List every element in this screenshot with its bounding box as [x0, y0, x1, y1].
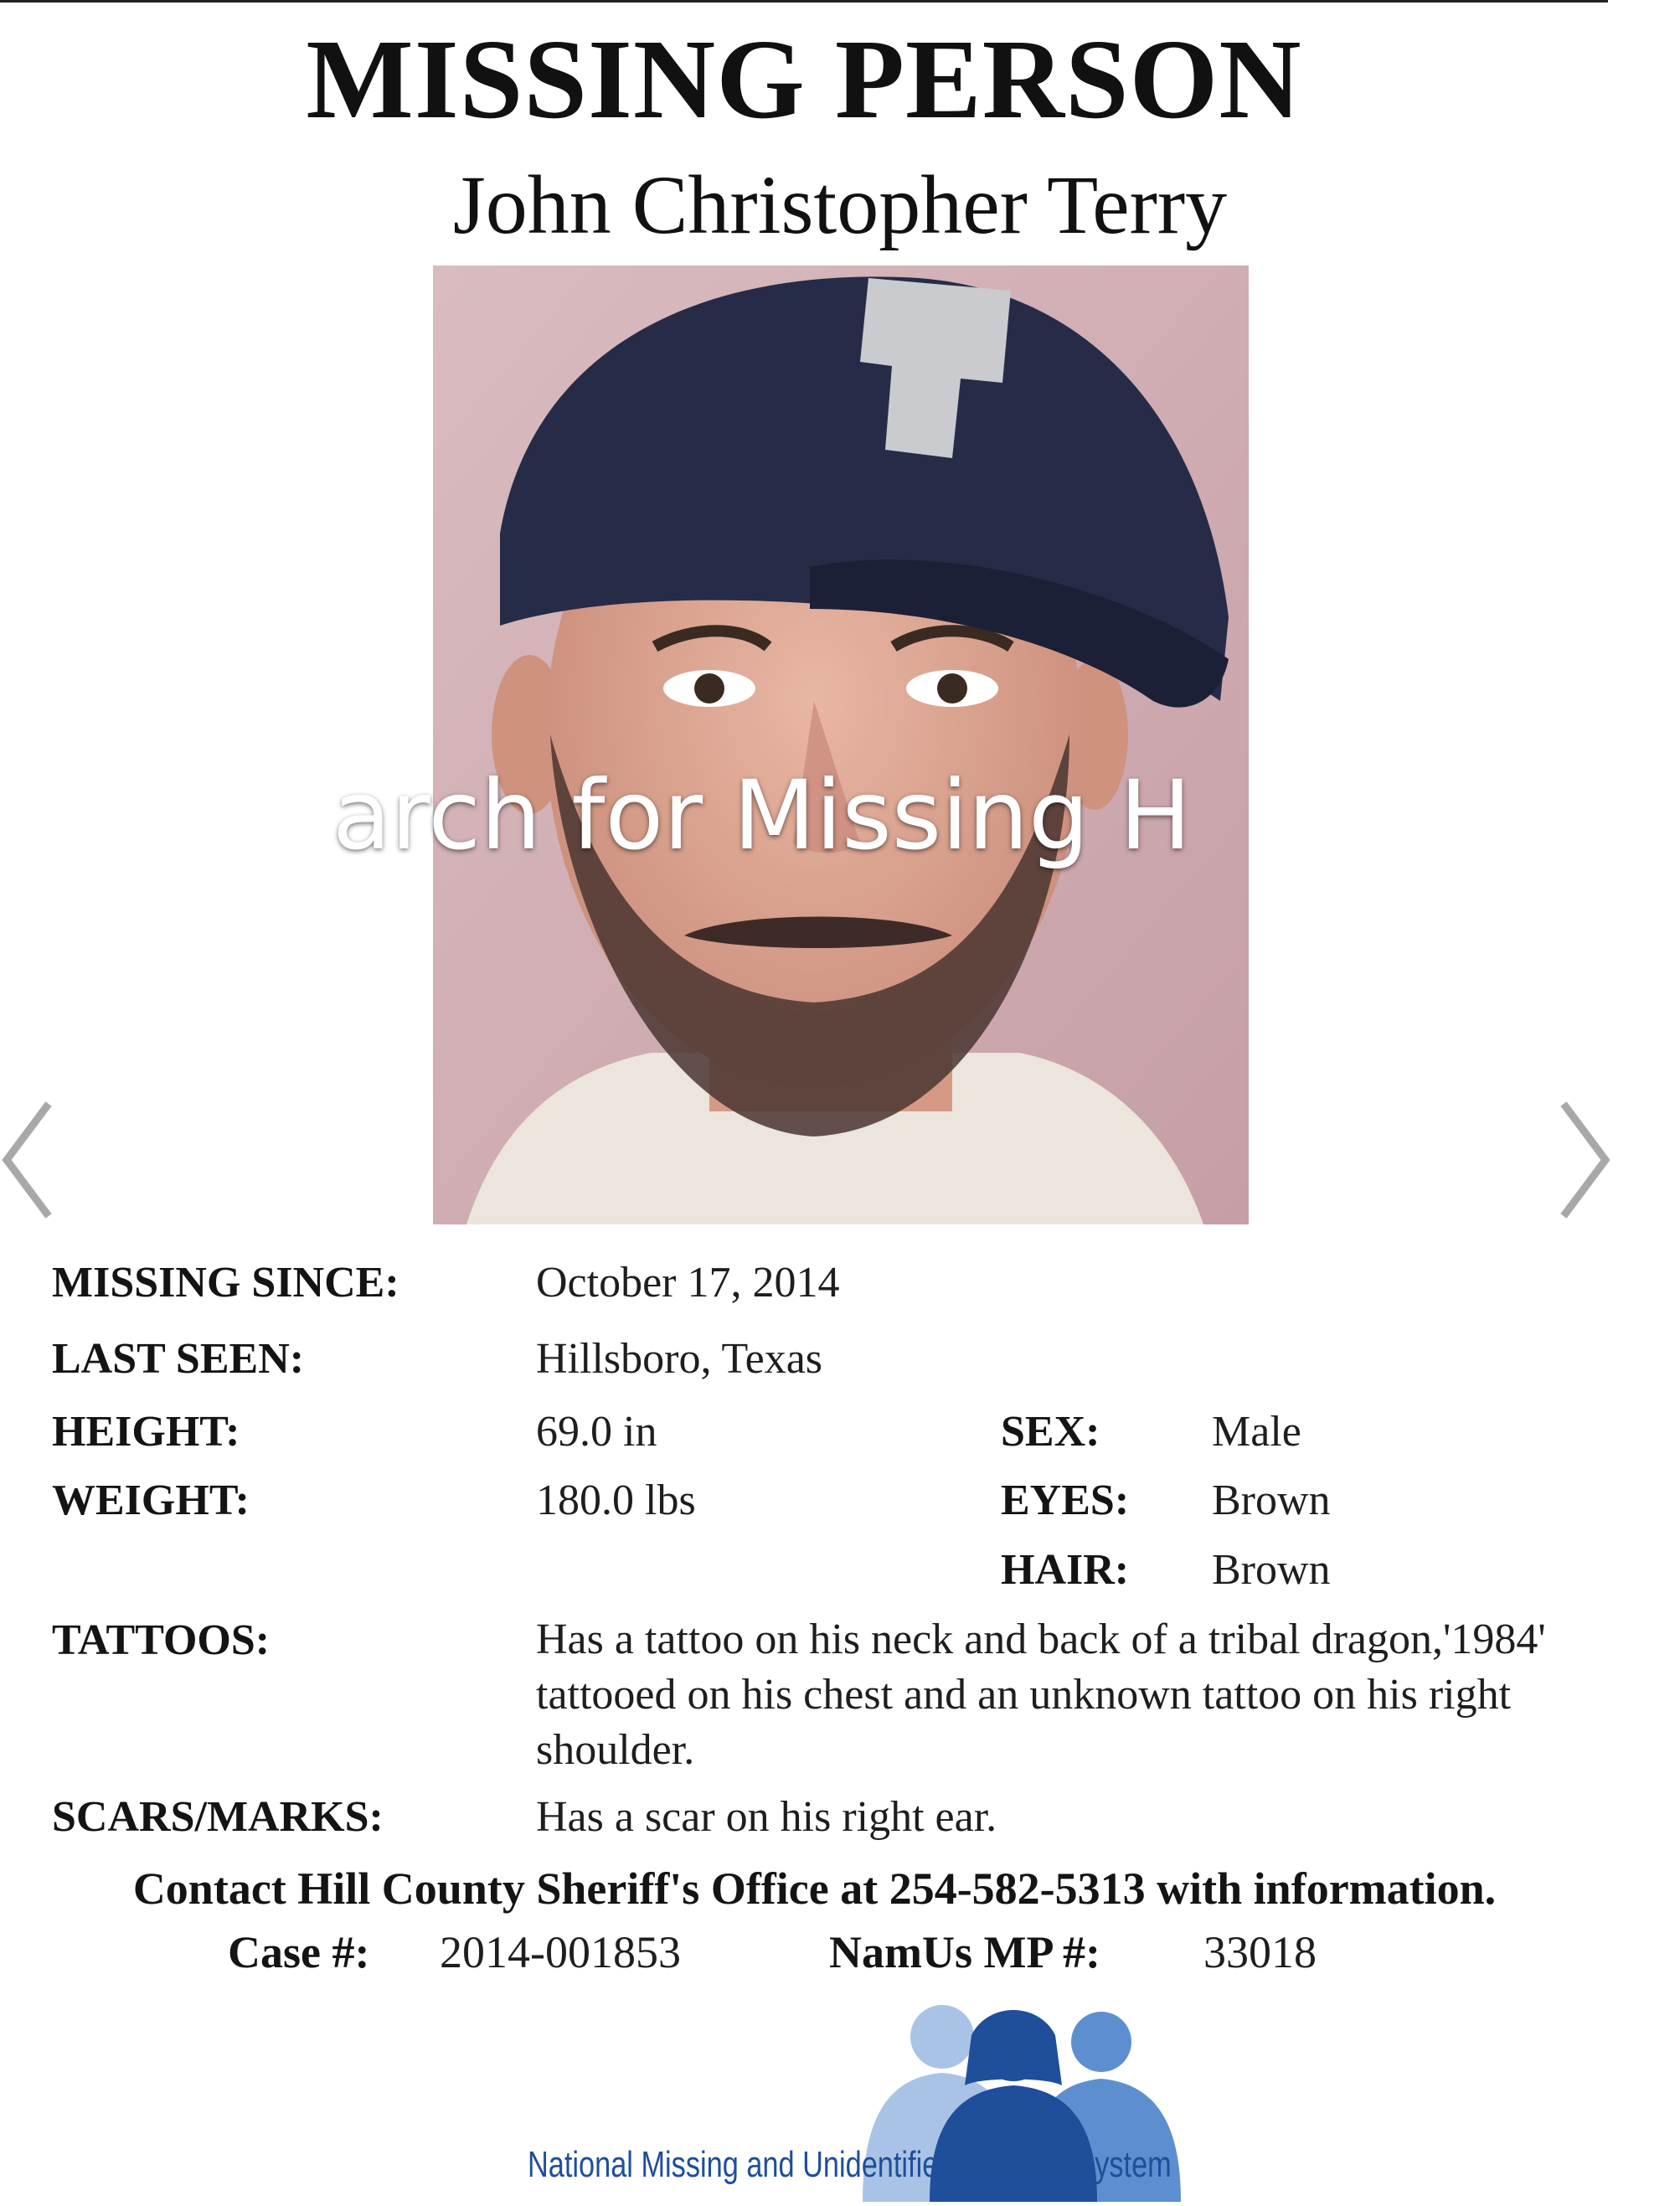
top-border	[0, 0, 1608, 3]
hair-label: HAIR:	[1001, 1546, 1130, 1594]
weight-value: 180.0 lbs	[536, 1477, 696, 1524]
next-arrow-button[interactable]	[1554, 1097, 1612, 1223]
case-number-label: Case #:	[228, 1927, 370, 1977]
person-name: John Christopher Terry	[452, 158, 1228, 251]
missing-since-label: MISSING SINCE:	[52, 1259, 399, 1307]
last-seen-value: Hillsboro, Texas	[536, 1335, 823, 1383]
namus-logo-text: National Missing and Unidentified Persons System	[528, 2144, 1172, 2185]
weight-label: WEIGHT:	[52, 1477, 250, 1524]
eyes-value: Brown	[1212, 1477, 1331, 1524]
namus-label: NamUs MP #:	[829, 1927, 1100, 1977]
case-number-value: 2014-001853	[440, 1927, 681, 1977]
height-label: HEIGHT:	[52, 1408, 240, 1456]
previous-arrow-button[interactable]	[0, 1097, 59, 1223]
scars-label: SCARS/MARKS:	[52, 1793, 384, 1841]
chevron-left-icon	[0, 1097, 59, 1223]
missing-since-value: October 17, 2014	[536, 1259, 840, 1307]
last-seen-label: LAST SEEN:	[52, 1335, 305, 1383]
person-photo	[332, 265, 1249, 1224]
sex-label: SEX:	[1001, 1408, 1100, 1456]
tattoos-value: Has a tattoo on his neck and back of a tribal dragon,'1984' tattooed on his chest and an unknown tattoo on his right shoulder.	[536, 1616, 1546, 1774]
sex-value: Male	[1212, 1408, 1301, 1456]
scars-value: Has a scar on his right ear.	[536, 1793, 997, 1841]
height-value: 69.0 in	[536, 1408, 657, 1456]
hair-value: Brown	[1212, 1546, 1331, 1594]
photo-overlay-text: arch for Missing H	[332, 760, 1192, 871]
poster-title: MISSING PERSON	[306, 17, 1302, 142]
chevron-right-icon	[1554, 1097, 1612, 1223]
eyes-label: EYES:	[1001, 1477, 1130, 1524]
namus-value: 33018	[1203, 1927, 1317, 1977]
tattoos-label: TATTOOS:	[52, 1616, 271, 1664]
photo-illustration	[433, 265, 1249, 1224]
contact-line: Contact Hill County Sheriff's Office at 254-582-5313 with information.	[132, 1863, 1497, 1914]
